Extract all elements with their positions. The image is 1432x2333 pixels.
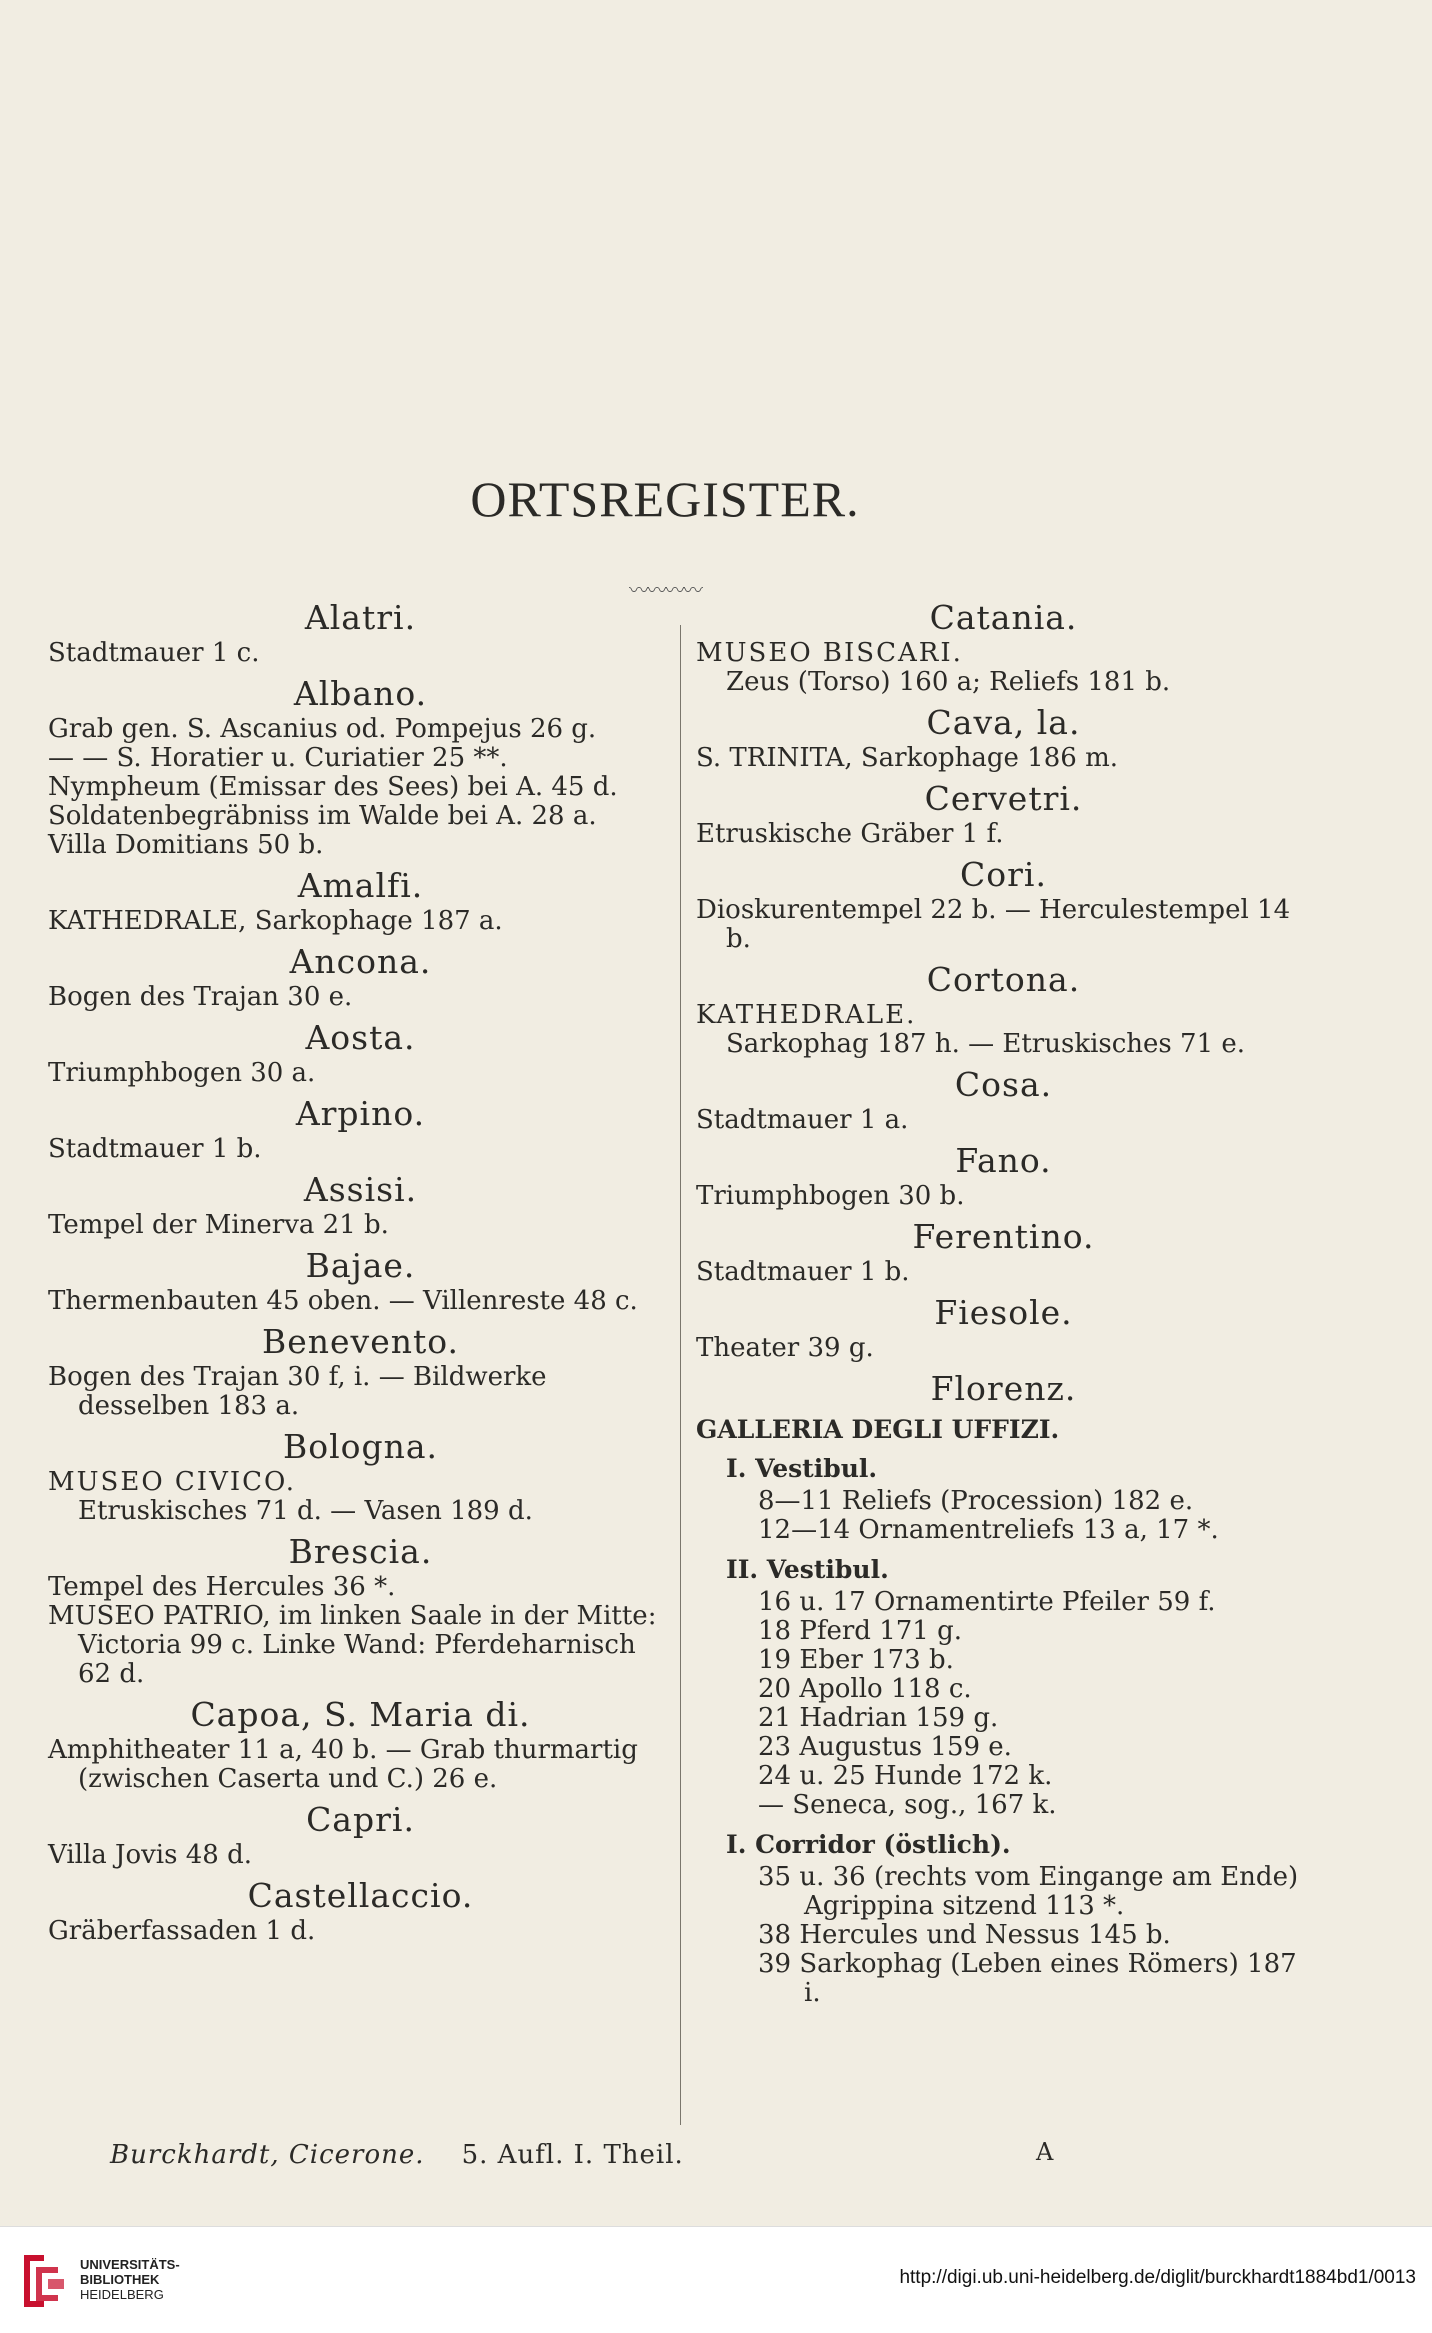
library-name-line3: HEIDELBERG (80, 2287, 164, 2302)
place-heading: Cosa. (954, 1065, 1053, 1104)
page-footer (110, 2140, 684, 2170)
gallery-item: 21 Hadrian 159 g. (758, 1703, 999, 1733)
gallery-item: 18 Pferd 171 g. (758, 1616, 962, 1646)
gallery-item: 38 Hercules und Nessus 145 b. (758, 1920, 1171, 1950)
index-entry: Soldatenbegräbniss im Walde bei A. 28 a. (48, 801, 597, 831)
gallery-section-heading: I. Vestibul. (726, 1454, 878, 1483)
place-heading: Bajae. (305, 1246, 416, 1285)
place-heading: Amalfi. (297, 866, 424, 905)
gallery-item: 35 u. 36 (rechts vom Eingange am Ende) Agrippina sitzend 113 *. (758, 1862, 1299, 1921)
index-entry: MUSEO PATRIO, im linken Saale in der Mitte: Victoria 99 c. Linke Wand: Pferdeharnisch 62 d. (48, 1601, 657, 1689)
place-heading: Benevento. (261, 1322, 460, 1361)
place-heading: Bologna. (282, 1427, 439, 1466)
title-ornament: 〰〰〰〰 (629, 578, 701, 602)
gallery-item: 39 Sarkophag (Leben eines Römers) 187 i. (758, 1949, 1297, 2008)
place-heading: Fiesole. (934, 1293, 1073, 1332)
source-url-link[interactable]: http://digi.ub.uni-heidelberg.de/diglit/burckhardt1884bd1/0013 (899, 2267, 1416, 2288)
place-heading: Castellaccio. (247, 1876, 474, 1915)
library-name-line1: UNIVERSITÄTS- (80, 2257, 180, 2272)
index-entry: Sarkophag 187 h. — Etruskisches 71 e. (726, 1029, 1246, 1059)
place-heading: Aosta. (305, 1018, 416, 1057)
index-entry: Bogen des Trajan 30 e. (48, 982, 353, 1012)
index-entry: Etruskische Gräber 1 f. (696, 819, 1004, 849)
column-divider (680, 625, 681, 2125)
index-entry: Villa Jovis 48 d. (48, 1840, 252, 1870)
place-heading: Brescia. (288, 1532, 433, 1571)
footer-edition: 5. Aufl. I. Theil. (461, 2140, 684, 2170)
index-entry: Thermenbauten 45 oben. — Villenreste 48 c. (48, 1286, 638, 1316)
place-heading: Ancona. (289, 942, 432, 981)
place-heading: Cori. (960, 855, 1047, 894)
place-heading: Capri. (306, 1800, 415, 1839)
place-heading: Florenz. (930, 1369, 1077, 1408)
index-entry: — — S. Horatier u. Curiatier 25 **. (48, 743, 508, 773)
index-entry: Gräberfassaden 1 d. (48, 1916, 316, 1946)
footer-author: Burckhardt, Cicerone. (110, 2140, 425, 2170)
library-name-line2: BIBLIOTHEK (80, 2272, 160, 2287)
index-entry: Amphitheater 11 a, 40 b. — Grab thurmartig (zwischen Caserta und C.) 26 e. (48, 1735, 638, 1794)
index-entry: Theater 39 g. (696, 1333, 874, 1363)
place-heading: Cava, la. (926, 703, 1081, 742)
index-entry: MUSEO BISCARI. (696, 638, 963, 668)
index-entry: KATHEDRALE. (696, 1000, 917, 1030)
page-title: ORTSREGISTER. (470, 471, 860, 527)
gallery-item-list (758, 1588, 1311, 1820)
place-heading: Alatri. (304, 598, 417, 637)
index-entry: Stadtmauer 1 c. (48, 638, 260, 668)
index-entry: Triumphbogen 30 b. (696, 1181, 965, 1211)
place-heading: Assisi. (303, 1170, 418, 1209)
gallery-section-heading: II. Vestibul. (726, 1555, 889, 1584)
left-column (48, 600, 673, 1946)
index-entry: Triumphbogen 30 a. (48, 1058, 316, 1088)
index-entry: Dioskurentempel 22 b. — Herculestempel 14 b. (696, 895, 1291, 954)
signature-mark: A (1036, 2138, 1054, 2166)
index-entry: Stadtmauer 1 b. (696, 1257, 910, 1287)
index-entry: Etruskisches 71 d. — Vasen 189 d. (78, 1496, 533, 1526)
gallery-section-heading: I. Corridor (östlich). (726, 1830, 1011, 1859)
place-heading: Arpino. (295, 1094, 426, 1133)
index-entry: Tempel des Hercules 36 *. (48, 1572, 396, 1602)
index-entry: Tempel der Minerva 21 b. (48, 1210, 389, 1240)
gallery-item-list (758, 1487, 1311, 1545)
index-entry: Grab gen. S. Ascanius od. Pompejus 26 g. (48, 714, 597, 744)
index-entry: MUSEO CIVICO. (48, 1467, 297, 1497)
place-heading: Capoa, S. Maria di. (190, 1695, 531, 1734)
library-name (80, 2257, 180, 2302)
library-bar (0, 2226, 1432, 2333)
index-entry: Stadtmauer 1 a. (696, 1105, 909, 1135)
index-entry: Zeus (Torso) 160 a; Reliefs 181 b. (726, 667, 1171, 697)
index-entry: Stadtmauer 1 b. (48, 1134, 262, 1164)
index-entry: Villa Domitians 50 b. (48, 830, 324, 860)
gallery-item: 19 Eber 173 b. (758, 1645, 954, 1675)
place-heading: Cervetri. (924, 779, 1083, 818)
gallery-item: 16 u. 17 Ornamentirte Pfeiler 59 f. (758, 1587, 1216, 1617)
index-entry: GALLERIA DEGLI UFFIZI. (696, 1415, 1060, 1444)
index-entry: Nympheum (Emissar des Sees) bei A. 45 d. (48, 772, 618, 802)
gallery-item: 12—14 Ornamentreliefs 13 a, 17 *. (758, 1515, 1219, 1545)
place-heading: Albano. (293, 674, 428, 713)
gallery-item: 8—11 Reliefs (Procession) 182 e. (758, 1486, 1194, 1516)
gallery-item: 20 Apollo 118 c. (758, 1674, 972, 1704)
place-heading: Ferentino. (912, 1217, 1095, 1256)
index-entry: Bogen des Trajan 30 f, i. — Bildwerke desselben 183 a. (48, 1362, 547, 1421)
place-heading: Fano. (955, 1141, 1052, 1180)
place-heading: Cortona. (926, 960, 1081, 999)
library-logo-icon (14, 2251, 68, 2311)
index-entry: S. TRINITA, Sarkophage 186 m. (696, 743, 1118, 773)
gallery-item: 24 u. 25 Hunde 172 k. (758, 1761, 1053, 1791)
right-column (696, 600, 1311, 2008)
index-entry: KATHEDRALE, Sarkophage 187 a. (48, 906, 503, 936)
gallery-item: 23 Augustus 159 e. (758, 1732, 1012, 1762)
place-heading: Catania. (929, 598, 1078, 637)
gallery-item: — Seneca, sog., 167 k. (758, 1790, 1057, 1820)
gallery-item-list (758, 1863, 1311, 2008)
